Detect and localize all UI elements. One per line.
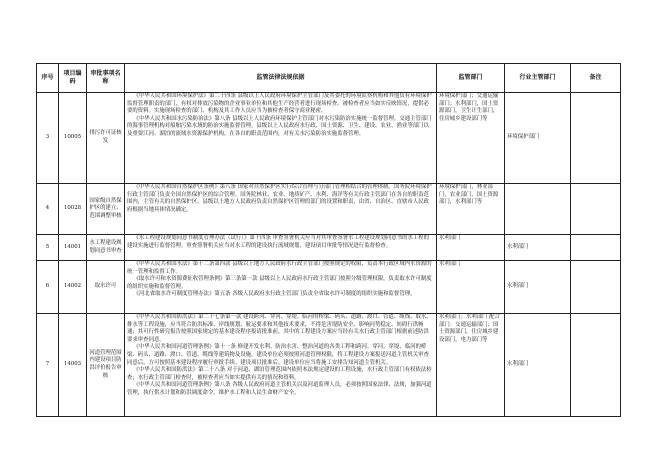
header-name: 审批事项名称 (87, 64, 125, 93)
cell-seq: 3 (37, 93, 59, 184)
cell-dept (437, 261, 505, 314)
basis-paragraph: 《中华人民共和国河道管理条例》第八条 各级人民政府河道主管机关以及河道监理人员，必须按照国家法律、法规，加强河道管理，执行供水计划和防洪调度命令，维护水工程和人民生命财产安全。 (127, 382, 432, 396)
basis-paragraph: 《中华人民共和国防洪法》第二十八条 对于河道、湖泊管理范围内依照本法规定建设的工程设施，水行政主管部门有权依法检查；水行政主管部门检查时，被检查者应当如实提供有关的情况和资料。 (127, 367, 432, 381)
cell-industry: 水利部门 (505, 314, 571, 417)
cell-remark (571, 184, 621, 235)
header-seq: 序号 (37, 64, 59, 93)
cell-code: 14001 (59, 235, 87, 261)
dept-text: 水利部门；水利部门 配合部门：交通运输部门；国土资源部门，住房城乡建设部门，电力部门等 (439, 314, 501, 343)
cell-industry: 水利部门 (505, 261, 571, 314)
cell-seq: 7 (37, 314, 59, 417)
dept-text: 环境保护部门；交通运输部门；水利部门，国土资源部门，卫生计生部门，住房城乡建设部门等 (439, 93, 499, 122)
cell-basis (125, 93, 437, 184)
cell-remark (571, 261, 621, 314)
cell-name: 水工程建设规划同意书审查 (87, 235, 125, 261)
header-remark: 备注 (571, 64, 621, 93)
cell-dept (437, 184, 505, 235)
dept-text: 水利部门 (439, 261, 461, 267)
header-industry: 行业主管部门 (505, 64, 571, 93)
cell-code: 14003 (59, 314, 87, 417)
table-row (37, 93, 621, 184)
table-row (37, 261, 621, 314)
header-basis: 监管法律法规依据 (125, 64, 437, 93)
dept-text: 水利部门 (439, 235, 461, 241)
cell-name: 取水许可 (87, 261, 125, 314)
cell-dept (437, 314, 505, 417)
cell-industry (505, 184, 571, 235)
basis-paragraph: 《中华人民共和国环境保护法》第二十四条 县级以上人民政府环境保护主管部门及其委托的环境监察机构和其他负有环境保护监督管理职责的部门，有权对排放污染物的企业事业单位和其他生产经营者进行现场检查。被检查者应当如实反映情况，提供必要的资料。实施现场检查的部门、机构及其工作人员应当为被检查者保守商业秘密。 (127, 93, 432, 115)
cell-code: 10028 (59, 184, 87, 235)
cell-code: 10005 (59, 93, 87, 184)
regulation-table (36, 63, 621, 417)
cell-basis (125, 235, 437, 261)
basis-paragraph: 《中华人民共和国防洪法》第二十七条第一款 建设跨河、穿河、穿堤、临河的桥梁、码头、道路、渡口、管道、缆线、取水、排水等工程设施，应当符合防洪标准、岸线规划、航运要求和其他技术要求，不得危害堤防安全、影响河势稳定、妨碍行洪畅通；其可行性研究报告按照国家规定的基本建设程序报请批准前，其中的工程建设方案应当经有关水行政主管部门根据前述防洪要求审查同意。 (127, 314, 432, 343)
cell-industry: 水利部门 (505, 235, 571, 261)
basis-paragraph: 《中华人民共和国自然保护区条例》第八条 国家对自然保护区实行综合管理与分部门管理相结合的管理体制。国务院环境保护行政主管部门负责全国自然保护区的综合管理。国务院林业、农业、地质矿产、水利、海洋等有关行政主管部门在各自的职责范围内，主管有关的自然保护区。县级以上地方人民政府负责自然保护区管理的部门的设置和职责，由省、自治区、直辖市人民政府根据当地具体情况确定。 (127, 184, 432, 213)
table-row (37, 235, 621, 261)
cell-dept (437, 93, 505, 184)
cell-basis (125, 184, 437, 235)
cell-basis (125, 261, 437, 314)
cell-remark (571, 235, 621, 261)
header-dept: 监管部门 (437, 64, 505, 93)
basis-paragraph: 《取水许可和水资源费征收管理条例》第三条第一款 县级以上人民政府水行政主管部门按照分级管理权限，负责取水许可制度的组织实施和监督管理。 (127, 276, 432, 290)
cell-industry: 环境保护部门 (505, 93, 571, 184)
dept-text: 环境保护部门，林业部门，农业部门，国土资源部门，水利部门等 (439, 184, 499, 206)
cell-remark (571, 314, 621, 417)
basis-paragraph: 《中华人民共和国水污染防治法》第八条 县级以上人民政府环境保护主管部门对水污染防治实施统一监督管理。交通主管部门的海事管理机构对船舶污染水域的防治实施监督管理。县级以上人民政府水行政、国土资源、卫生、建设、农业、渔业等部门以及重要江河、湖泊的流域水资源保护机构，在各自的职责范围内，对有关水污染防治实施监督管理。 (127, 115, 432, 137)
cell-code: 14002 (59, 261, 87, 314)
table-row (37, 184, 621, 235)
cell-dept (437, 235, 505, 261)
cell-seq: 6 (37, 261, 59, 314)
cell-seq: 4 (37, 184, 59, 235)
cell-name: 排污许可证核发 (87, 93, 125, 184)
basis-paragraph: 《水工程建设规划同意书制度管理办法（试行）》第十四条 审查签署机关应当对其审查签署水工程建设规划同意书的水工程的建设实施进行监督管理。审查签署机关应当对水工程的建设执行流域规划、建设项目审批等情况进行监督检查。 (127, 235, 429, 249)
cell-name: 河道管理范围内建设项目防洪评价报告审核 (87, 314, 125, 417)
header-code: 项目编码 (59, 64, 87, 93)
cell-name: 国家级自然保护区的建立、范围调整审核 (87, 184, 125, 235)
table-row (37, 314, 621, 417)
header-row (37, 64, 621, 93)
basis-paragraph: 《河北省取水许可制度管理办法》第五条 各级人民政府水行政主管部门负责全省取水许可制度的组织实施和监督管理。 (133, 291, 416, 298)
cell-basis (125, 314, 437, 417)
basis-paragraph: 《中华人民共和国河道管理条例》第十一条 修建开发水利、防治水害、整治河道的各类工程和跨河、穿河、穿堤、临河的桥梁、码头、道路、渡口、管道、缆线等建筑物及设施，建设单位必须按照河道管理权限，将工程建设方案报送河道主管机关审查同意后，方可按照基本建设程序履行审批手续。建设项目批准后，建设单位应当将施工安排告知河道主管机关。 (127, 344, 429, 366)
cell-remark (571, 93, 621, 184)
cell-seq: 5 (37, 235, 59, 261)
basis-paragraph: 《中华人民共和国水法》第十二条第四款 县级以上地方人民政府水行政主管部门按照规定的权限，负责本行政区域内水资源的统一管理和监督工作。 (127, 261, 432, 275)
